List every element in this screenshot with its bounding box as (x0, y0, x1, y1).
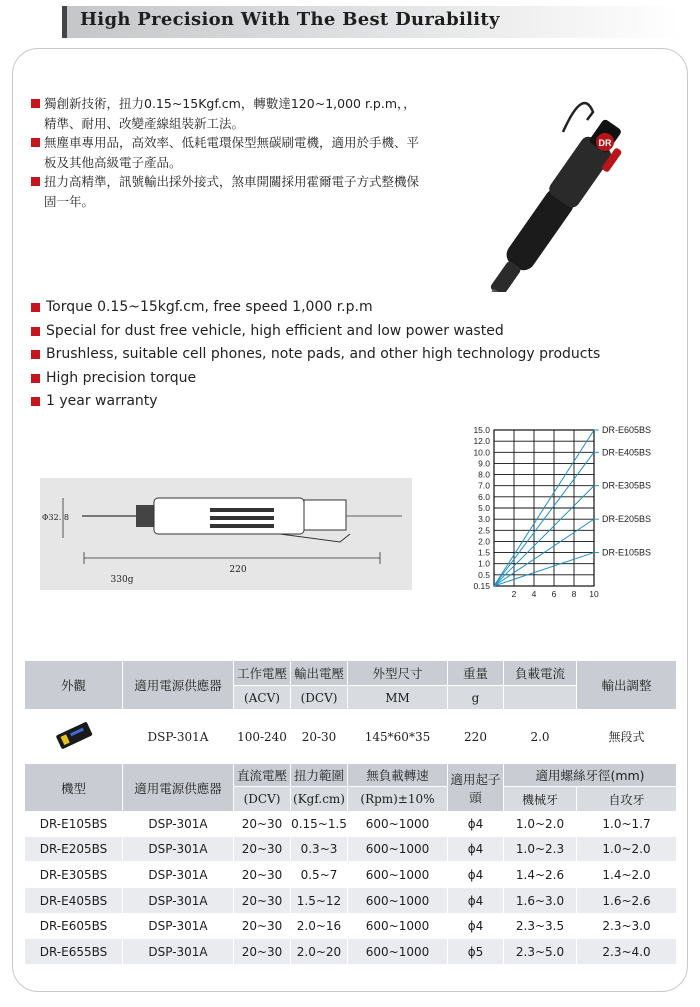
unit-rpm: (Rpm)±10% (348, 787, 448, 812)
power-weight: 220 (448, 710, 504, 764)
y-tick-label: 5.0 (478, 503, 490, 513)
x-tick-label: 2 (511, 589, 517, 599)
y-tick-label: 8.0 (478, 469, 490, 480)
feature-en-item: High precision torque (30, 367, 600, 391)
feature-zh-item: 獨創新技術，扭力0.15~15Kgf.cm，轉數達120~1,000 r.p.m，，精準、耐用、改變產線組裝新工法。 (30, 94, 420, 133)
feature-zh-item: 扭力高精準，訊號輸出採外接式，煞車開關採用霍爾電子方式整機保固一年。 (30, 172, 420, 211)
unit-g: g (448, 686, 504, 710)
table-row: DR-E305BS DSP-301A 20~30 0.5~7 600~1000 ϕ4 1.4~2.6 1.4~2.0 (25, 862, 677, 888)
collar-shape (136, 505, 154, 527)
weight-label: 330g (110, 575, 134, 585)
series-label: DR-E205BS (602, 514, 652, 525)
feature-en-item: Special for dust free vehicle, high efficient and low power wasted (30, 320, 600, 344)
y-tick-label: 3.0 (478, 514, 490, 525)
y-tick-label: 0.15 (473, 581, 490, 591)
y-tick-label: 7.0 (478, 480, 490, 491)
col-input-voltage: 工作電壓 (234, 661, 291, 686)
power-supply-icon (53, 721, 95, 749)
col-load-current: 負載電流 (504, 661, 577, 686)
series-label: DR-E605BS (602, 425, 652, 435)
col-speed: 無負載轉速 (348, 764, 448, 787)
y-tick-label: 1.5 (478, 547, 490, 558)
y-tick-label: 1.0 (478, 558, 490, 569)
feature-en-item: Torque 0.15~15kgf.cm, free speed 1,000 r.p.m (30, 296, 600, 320)
logo-text: DR (598, 138, 612, 148)
unit-blank (504, 686, 577, 710)
x-tick-label: 10 (589, 589, 599, 599)
x-tick-label: 6 (551, 589, 557, 599)
y-tick-label: 2.0 (478, 536, 490, 547)
unit-mm: MM (348, 686, 448, 710)
title-accent-bar (62, 6, 67, 38)
series-label: DR-E405BS (602, 447, 652, 458)
x-tick-label: 4 (531, 589, 537, 599)
page-title: High Precision With The Best Durability (80, 9, 500, 30)
feature-zh-item: 無塵車專用品，高效率、低耗電環保型無碳刷電機，適用於手機、平板及其他高級電子產品。 (30, 133, 420, 172)
table-row: DR-E405BS DSP-301A 20~30 1.5~12 600~1000 ϕ4 1.6~3.0 1.6~2.6 (25, 888, 677, 914)
rear-outline (304, 500, 346, 530)
bullet-icon (31, 303, 40, 312)
diameter-label: Φ32. 8 (42, 513, 69, 522)
power-supply-photo (25, 710, 123, 764)
series-label: DR-E305BS (602, 480, 652, 491)
col-output-voltage: 輸出電壓 (291, 661, 348, 686)
power-supply-table (24, 660, 677, 965)
power-current: 2.0 (504, 710, 577, 764)
col-size: 外型尺寸 (348, 661, 448, 686)
bullet-icon (31, 327, 40, 336)
power-size: 145*60*35 (348, 710, 448, 764)
bullet-icon (31, 138, 40, 147)
col-tapping-screw: 自攻牙 (577, 787, 677, 812)
feature-en-item: 1 year warranty (30, 390, 600, 414)
table-row: DR-E205BS DSP-301A 20~30 0.3~3 600~1000 ϕ4 1.0~2.3 1.0~2.0 (25, 837, 677, 862)
col-dc-voltage: 直流電壓 (234, 764, 291, 787)
col-torque: 扭力範圍 (291, 764, 348, 787)
feature-list-en (30, 296, 600, 414)
power-input: 100-240 (234, 710, 291, 764)
vent-grid (210, 508, 274, 528)
table-row: DR-E655BS DSP-301A 20~30 2.0~20 600~1000 ϕ5 2.3~5.0 2.3~4.0 (25, 939, 677, 965)
col-bit: 適用起子頭 (448, 764, 504, 812)
y-tick-label: 0.5 (478, 569, 490, 580)
series-label: DR-E105BS (602, 547, 652, 558)
bullet-icon (31, 374, 40, 383)
col-weight: 重量 (448, 661, 504, 686)
y-tick-label: 9.0 (478, 458, 490, 469)
col-output-adjust: 輸出調整 (577, 661, 677, 710)
dimension-drawing (40, 478, 412, 590)
length-label: 220 (229, 565, 247, 575)
col-model: 機型 (25, 764, 123, 812)
col-appearance: 外觀 (25, 661, 123, 710)
screwdriver-photo (455, 92, 675, 292)
col-machine-screw: 機械牙 (504, 787, 577, 812)
bullet-icon (31, 177, 40, 186)
table-row: DR-E105BS DSP-301A 20~30 0.15~1.5 600~1000 ϕ4 1.0~2.0 1.0~1.7 (25, 812, 677, 837)
col-supply: 適用電源供應器 (123, 661, 234, 710)
unit-dcv-2: (DCV) (234, 787, 291, 812)
col-screw: 適用螺絲牙徑(mm) (504, 764, 677, 787)
unit-dcv: (DCV) (291, 686, 348, 710)
torque-chart (434, 418, 694, 610)
unit-acv: (ACV) (234, 686, 291, 710)
y-tick-label: 6.0 (478, 491, 490, 502)
feature-list-zh (30, 94, 420, 211)
bullet-icon (31, 350, 40, 359)
hanger-wire-icon (563, 103, 593, 132)
y-tick-label: 2.5 (478, 525, 490, 536)
y-tick-label: 10.0 (473, 447, 490, 458)
unit-kgfcm: (Kgf.cm) (291, 787, 348, 812)
power-output: 20-30 (291, 710, 348, 764)
power-adjust: 無段式 (577, 710, 677, 764)
table-row: DR-E605BS DSP-301A 20~30 2.0~16 600~1000 ϕ4 2.3~3.5 2.3~3.0 (25, 914, 677, 939)
col-supply-2: 適用電源供應器 (123, 764, 234, 812)
bullet-icon (31, 99, 40, 108)
y-tick-label: 12.0 (473, 436, 490, 447)
power-model: DSP-301A (123, 710, 234, 764)
feature-en-item: Brushless, suitable cell phones, note pads, and other high technology products (30, 343, 600, 367)
y-tick-label: 15.0 (473, 425, 490, 435)
x-tick-label: 8 (571, 589, 577, 599)
bullet-icon (31, 397, 40, 406)
